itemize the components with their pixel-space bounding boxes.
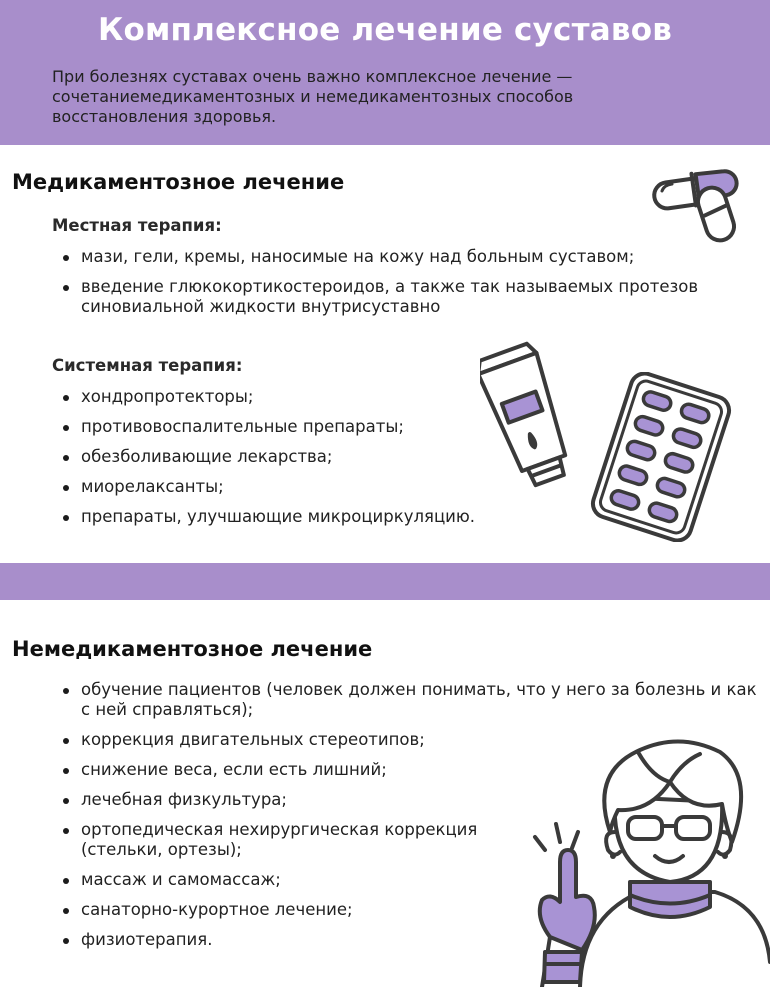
systemic-therapy-list <box>60 387 521 537</box>
list-item: противовоспалительные препараты; <box>60 417 521 437</box>
intro-text: При болезнях суставах очень важно комплексное лечение — сочетаниемедикаментозных и немедикаментозных способов восстановления здоровья. <box>52 67 574 126</box>
list-item: обезболивающие лекарства; <box>60 447 521 467</box>
list-item: ортопедическая нехирургическая коррекция (стельки, ортезы); <box>60 820 509 860</box>
list-item: препараты, улучшающие микроциркуляцию. <box>60 507 521 527</box>
pointing-person-icon <box>520 732 770 987</box>
list-item: массаж и самомассаж; <box>60 870 761 890</box>
local-therapy-list <box>60 247 751 327</box>
medication-section-title: Медикаментозное лечение <box>12 170 345 194</box>
systemic-therapy-title: Системная терапия: <box>52 356 243 375</box>
page-title: Комплексное лечение суставов <box>97 12 673 48</box>
list-item: коррекция двигательных стереотипов; <box>60 730 761 750</box>
list-item: обучение пациентов (человек должен понимать, что у него за болезнь и как с ней справляться); <box>60 680 761 720</box>
list-item: снижение веса, если есть лишний; <box>60 760 761 780</box>
list-item: миорелаксанты; <box>60 477 521 497</box>
list-item: лечебная физкультура; <box>60 790 761 810</box>
header-banner <box>0 0 770 145</box>
non-medication-section-title: Немедикаментозное лечение <box>12 637 373 661</box>
section-divider <box>0 563 770 600</box>
ointment-tube-icon <box>480 333 580 501</box>
list-item: санаторно-курортное лечение; <box>60 900 761 920</box>
list-item: физиотерапия. <box>60 930 761 950</box>
pill-blister-icon <box>590 372 732 542</box>
list-item: мази, гели, кремы, наносимые на кожу над больным суставом; <box>60 247 751 267</box>
local-therapy-title: Местная терапия: <box>52 216 222 235</box>
list-item: хондропротекторы; <box>60 387 521 407</box>
list-item: введение глюкокортикостероидов, а также так называемых протезов синовиальной жидкости внутрисуставно <box>60 277 751 317</box>
capsule-icon <box>650 165 745 247</box>
